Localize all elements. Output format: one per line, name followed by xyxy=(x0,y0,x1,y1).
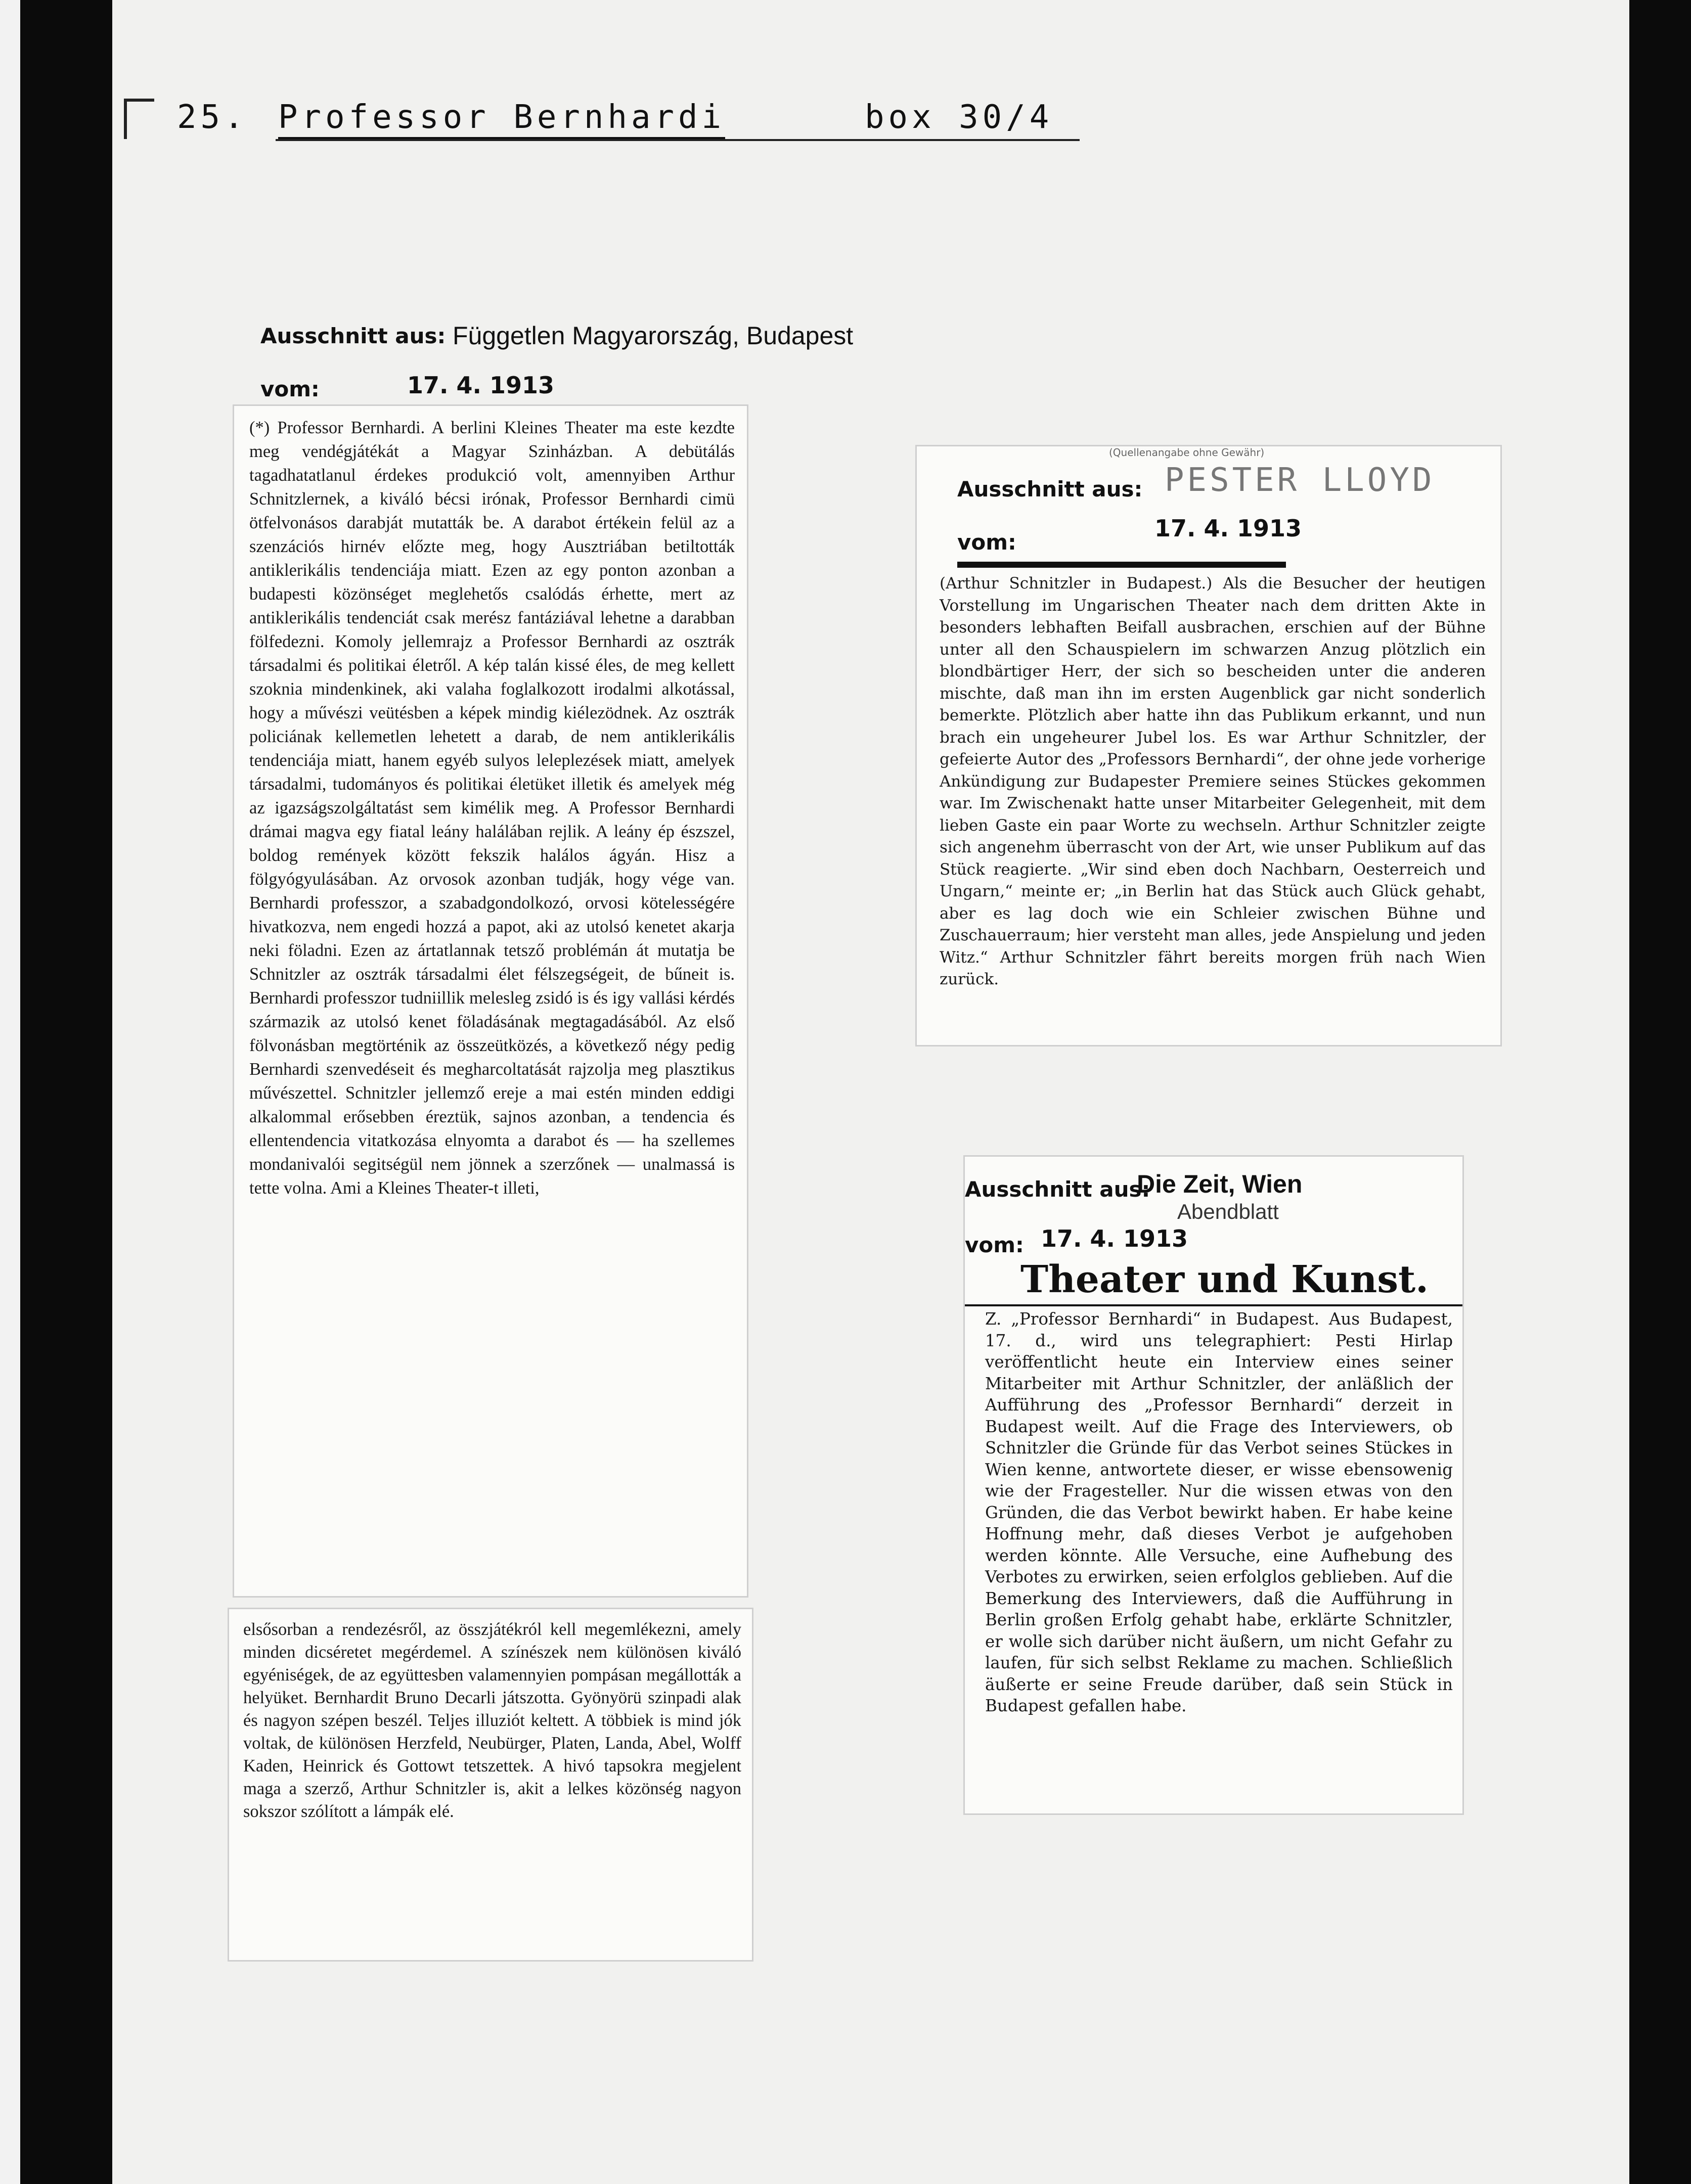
clipping-pester-lloyd xyxy=(915,445,1502,1046)
source-stamp-note: (Quellenangabe ohne Gewähr) xyxy=(1109,446,1265,459)
label-date: vom: xyxy=(260,377,320,401)
source-name: Die Zeit, Wien xyxy=(1137,1170,1303,1198)
file-title: Professor Bernhardi xyxy=(278,99,725,140)
label-from: Ausschnitt aus: xyxy=(260,324,446,348)
clipping-fuggetlen-part-2 xyxy=(228,1608,753,1962)
heading-rule xyxy=(965,1304,1464,1306)
scan-edge xyxy=(0,0,20,2184)
box-number: box 30/4 xyxy=(865,99,1053,136)
source-name: Független Magyarország, Budapest xyxy=(453,322,854,350)
article-text-continued: elsősorban a rendezésről, az összjátékról kell megemlékezni, amely minden dicséretet megérdemel. A színészek nem különösen kiváló egyéniségek, de az együttesben valamennyien pompásan megállották a helyüket. Bernhardit Bruno Decarli játszotta. Gyönyörü szinpadi alak és nagyon szépen beszél. Teljes illuziót keltett. A többiek is mind jók voltak, de különösen Herzfeld, Neubürger, Platen, Landa, Abel, Wolff Kaden, Heinrick és Gottowt tetszettek. A hivó tapsokra megjelent maga a szerző, Arthur Schnitzler is, akit a lelkes közönség nagyon sokszor szólított a lámpák elé. xyxy=(243,1620,741,1821)
clipping-date: 17. 4. 1913 xyxy=(1041,1225,1188,1252)
clipping-header-fuggetlen xyxy=(255,316,862,415)
label-date: vom: xyxy=(957,530,1016,555)
label-from: Ausschnitt aus: xyxy=(957,477,1143,502)
date-underline xyxy=(957,562,1286,568)
clipping-date: 17. 4. 1913 xyxy=(1154,515,1302,542)
source-stamp: PESTER LLOYD xyxy=(1165,462,1435,499)
article-text: (*) Professor Bernhardi. A berlini Kleines Theater ma este kezdte meg vendégjátékát a Magyar Szinházban. A debütálás tagadhatatlanul érdekes produkció volt, amennyiben Arthur Schnitzlernek, a kiváló bécsi irónak, Professor Bernhardi cimü ötfelvonásos darabját mutatták be. A darabot értékein felül az a szenzációs hirnév előzte meg, hogy Ausztriában betiltották antiklerikális tendenciája miatt. Ezen az egy ponton azonban a budapesti közönséget meglehetős csalódás érhette, mert az antiklerikális tendenciát csak merész fantáziával lehetne a darabban fölfedezni. Komoly jellemrajz a Professor Bernhardi az osztrák társadalmi és politikai életről. A kép talán kissé éles, de meg kellett szoknia mindenkinek, aki valaha foglalkozott irodalmi alkotással, hogy a művészi veütésben a képek mindig kiélezödnek. Az osztrák policiának kellemetlen lehetett a darab, de nem antiklerikális tendenciája miatt, hanem egyéb sulyos leleplezések miatt, amelyek társadalmi, tudományos és politikai életüket illetik és amelyek még az igazságszolgáltatást sem kimélik meg. A Professor Bernhardi drámai magva egy fiatal leány halálában rejlik. A leány ép észszel, boldog remények között fekszik halálos ágyán. Hisz a fölgyógyulásában. Az orvosok azonban tudják, hogy vége van. Bernhardi professzor, a szabadgondolkozó, orvosi kötelességére hivatkozva, nem engedi hozzá a papot, aki az utolsó kenetet akarja neki föladni. Ezen az ártatlannak tetsző problémán át mutatja be Schnitzler az osztrák társadalmi élet félszegségeit, de bűneit is. Bernhardi professzor tudniillik melesleg zsidó is és igy vallási kérdés származik az utolsó kenet föladásának megtagadásából. Az első fölvonásban megtörténik az összeütközés, a következő négy pedig Bernhardi szenvedéseit és megharcoltatását rajzolja meg plasztikus művészettel. Schnitzler jellemző ereje a mai estén minden eddigi alkalommal erősebben éreztük, sajnos azonban, a tendencia és ellentendencia vitatkozása elnyomta a darabot és — ha szellemes mondanivalói segitségül nem jönnek a szerzőnek — unalmassá is tette volna. Ami a Kleines Theater-t illeti, xyxy=(249,418,735,1198)
label-date: vom: xyxy=(965,1233,1024,1257)
clipping-date: 17. 4. 1913 xyxy=(407,372,555,399)
file-number: 25. xyxy=(177,99,248,136)
clipping-fuggetlen-part-1 xyxy=(233,404,748,1598)
clipping-die-zeit xyxy=(963,1155,1464,1815)
article-text: (Arthur Schnitzler in Budapest.) Als die Besucher der heutigen Vorstellung im Ungarischen Theater nach dem dritten Akte in besonders lebhaften Beifall ausbrachen, erschien auf der Bühne unter all den Schauspielern im schwarzen Anzug plötzlich ein blondbärtiger Herr, der sich so bescheiden unter die anderen mischte, daß man ihn im ersten Augenblick gar nicht sonderlich bemerkte. Plötzlich aber hatte ihn das Publikum erkannt, und nun brach ein ungeheurer Jubel los. Es war Arthur Schnitzler, der gefeierte Autor des „Professors Bernhardi“, der ohne jede vorherige Ankündigung zur Budapester Premiere seines Stückes gekommen war. Im Zwischenakt hatte unser Mitarbeiter Gelegenheit, mit dem lieben Gaste ein paar Worte zu wechseln. Arthur Schnitzler zeigte sich angenehm überrascht von der Art, wie unser Publikum auf das Stück reagierte. „Wir sind eben doch Nachbarn, Oesterreich und Ungarn,“ meinte er; „in Berlin hat das Stück auch Glück gehabt, aber es lag doch wie ein Schleier zwischen Bühne und Zuschauerraum; hier versteht man alles, jede Anspielung und jeden Witz.“ Arthur Schnitzler fährt bereits morgen früh nach Wien zurück. xyxy=(940,574,1486,988)
section-heading: Theater und Kunst. xyxy=(1020,1258,1429,1301)
header-rule xyxy=(276,139,1080,141)
label-from: Ausschnitt aus: xyxy=(965,1177,1150,1202)
article-text: Z. „Professor Bernhardi“ in Budapest. Aus Budapest, 17. d., wird uns telegraphiert: Pesti Hirlap veröffentlicht heute ein Interview eines seiner Mitarbeiter mit Arthur Schnitzler, der anläßlich der Aufführung des „Professor Bernhardi“ derzeit in Budapest weilt. Auf die Frage des Interviewers, ob Schnitzler die Gründe für das Verbot seines Stückes in Wien kenne, antwortete dieser, er wisse ebensowenig wie der Fragesteller. Nur die wissen etwas von den Gründen, die das Verbot bewirkt haben. Er habe keine Hoffnung mehr, daß dieses Verbot je aufgehoben werden könnte. Alle Versuche, eine Aufhebung des Verbotes zu erwirken, seien erfolglos geblieben. Auf die Bemerkung des Interviewers, daß die Aufführung in Berlin großen Erfolg gehabt habe, erklärte Schnitzler, er wolle sich darüber nicht äußern, um nicht Gefahr zu laufen, für sich selbst Reklame zu machen. Schließlich äußerte er seine Freude darüber, daß sein Stück in Budapest gefallen habe. xyxy=(985,1309,1453,1715)
source-edition: Abendblatt xyxy=(1177,1200,1279,1223)
corner-mark xyxy=(124,99,154,102)
corner-mark xyxy=(124,99,127,139)
